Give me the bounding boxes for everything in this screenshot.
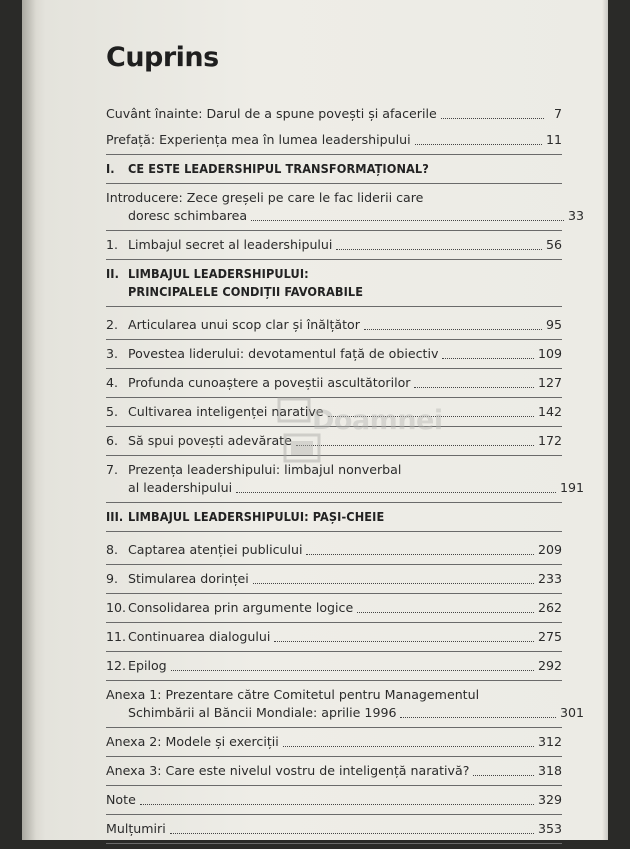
entry-text: Anexa 2: Modele și exerciții: [106, 734, 279, 749]
dot-leader: [442, 358, 534, 359]
entry-text: Cuvânt înainte: Darul de a spune povești și afacerile: [106, 106, 437, 121]
chapter-number: 7.: [106, 462, 119, 477]
divider: [106, 397, 562, 398]
toc-entry-acknowledgements: [106, 820, 562, 838]
entry-page: 275: [537, 629, 562, 644]
dot-leader: [336, 249, 542, 250]
dot-leader: [328, 416, 534, 417]
dot-leader: [357, 612, 534, 613]
entry-text: Continuarea dialogului: [128, 629, 271, 644]
toc-entry-preface: [106, 131, 562, 149]
toc-entry-chapter-10: [106, 599, 562, 617]
entry-text: Cultivarea inteligenței narative: [128, 404, 324, 419]
toc-entry-introduction: [106, 189, 584, 225]
entry-page: 109: [537, 346, 562, 361]
toc-entry-chapter-7: [106, 461, 584, 497]
entry-text: Stimularea dorinței: [128, 571, 249, 586]
dot-leader: [171, 670, 534, 671]
watermark-text: Doamnei: [312, 405, 443, 436]
toc-entry-chapter-6: [106, 432, 562, 450]
entry-text: Să spui povești adevărate: [128, 433, 292, 448]
section-number: III.: [106, 509, 124, 524]
toc-entry-chapter-11: [106, 628, 562, 646]
divider: [106, 727, 562, 728]
toc-entry-annex-2: [106, 733, 562, 751]
part2-chapter-list: [106, 316, 584, 497]
dot-leader: [306, 554, 533, 555]
entry-page: 33: [567, 208, 584, 223]
entry-text: Povestea liderului: devotamentul față de obiectiv: [128, 346, 439, 361]
chapter-number: 5.: [106, 404, 119, 419]
divider: [106, 531, 562, 532]
divider: [106, 306, 562, 307]
divider: [106, 455, 562, 456]
entry-text-line2: al leadershipului: [128, 480, 233, 495]
entry-page: 127: [537, 375, 562, 390]
entry-text: Consolidarea prin argumente logice: [128, 600, 354, 615]
toc-entry-chapter-8: [106, 541, 562, 559]
dot-leader: [253, 583, 534, 584]
section-title: CE ESTE LEADERSHIPUL TRANSFORMAȚIONAL?: [128, 161, 429, 176]
divider: [106, 651, 562, 652]
dot-leader: [251, 220, 564, 221]
divider: [106, 154, 562, 155]
book-page: [22, 0, 608, 840]
section-heading-part3: [106, 508, 562, 526]
entry-page: 353: [537, 821, 562, 836]
divider: [106, 756, 562, 757]
chapter-number: 11.: [106, 629, 127, 644]
chapter-number: 12.: [106, 658, 127, 673]
chapter-number: 3.: [106, 346, 119, 361]
section-title-line1: LIMBAJUL LEADERSHIPULUI:: [128, 266, 309, 281]
divider: [106, 843, 562, 844]
divider: [106, 593, 562, 594]
dot-leader: [296, 445, 534, 446]
chapter-number: 9.: [106, 571, 119, 586]
entry-text: Anexa 3: Care este nivelul vostru de inteligență narativă?: [106, 763, 470, 778]
entry-text: Captarea atenției publicului: [128, 542, 303, 557]
divider: [106, 259, 562, 260]
gutter-shadow: [22, 0, 36, 840]
entry-page: 11: [545, 132, 562, 147]
entry-text-line1: Anexa 1: Prezentare către Comitetul pentru Managementul: [106, 687, 480, 702]
entry-page: 318: [537, 763, 562, 778]
divider: [106, 183, 562, 184]
divider: [106, 426, 562, 427]
dot-leader: [140, 804, 534, 805]
dot-leader: [441, 118, 544, 119]
dot-leader: [364, 329, 542, 330]
divider: [106, 230, 562, 231]
chapter-number: 8.: [106, 542, 119, 557]
page-title: Cuprins: [106, 42, 219, 73]
entry-page: 262: [537, 600, 562, 615]
entry-text: Mulțumiri: [106, 821, 166, 836]
entry-page: 95: [545, 317, 562, 332]
entry-page: 209: [537, 542, 562, 557]
divider: [106, 368, 562, 369]
divider: [106, 339, 562, 340]
chapter-number: 10.: [106, 600, 127, 615]
chapter-number: 4.: [106, 375, 119, 390]
chapter-number: 1.: [106, 237, 119, 252]
chapter-number: 2.: [106, 317, 119, 332]
dot-leader: [283, 746, 534, 747]
entry-text: Limbajul secret al leadershipului: [128, 237, 333, 252]
entry-text-line1: Introducere: Zece greșeli pe care le fac liderii care: [106, 190, 424, 205]
entry-text: Profunda cunoaștere a poveștii ascultătorilor: [128, 375, 411, 390]
toc-entry-chapter-12: [106, 657, 562, 675]
entry-page: 142: [537, 404, 562, 419]
toc-entry-chapter-9: [106, 570, 562, 588]
divider: [106, 564, 562, 565]
toc-entry-foreword: [106, 105, 562, 123]
entry-text: Epilog: [128, 658, 167, 673]
entry-page: 191: [559, 480, 584, 495]
divider: [106, 502, 562, 503]
divider: [106, 680, 562, 681]
entry-page: 301: [559, 705, 584, 720]
divider: [106, 785, 562, 786]
toc-entry-annex-3: [106, 762, 562, 780]
entry-page: 233: [537, 571, 562, 586]
entry-text-line2: doresc schimbarea: [128, 208, 248, 223]
dot-leader: [170, 833, 534, 834]
entry-page: 56: [545, 237, 562, 252]
entry-page: 7: [553, 106, 562, 121]
section-heading-part2: [106, 265, 562, 301]
toc-entry-chapter-5: [106, 403, 562, 421]
dot-leader: [274, 641, 534, 642]
toc-entry-chapter-1: [106, 236, 562, 254]
section-title-line2: PRINCIPALELE CONDIȚII FAVORABILE: [128, 284, 364, 299]
dot-leader: [473, 775, 534, 776]
entry-page: 329: [537, 792, 562, 807]
page-edge: [602, 0, 608, 840]
toc-entry-notes: [106, 791, 562, 809]
dot-leader: [236, 492, 556, 493]
entry-text: Note: [106, 792, 136, 807]
toc-entry-annex-1: [106, 686, 584, 722]
toc-list: [106, 105, 584, 849]
entry-text: Prefață: Experiența mea în lumea leadershipului: [106, 132, 411, 147]
section-heading-part1: [106, 160, 562, 178]
toc-entry-chapter-4: [106, 374, 562, 392]
divider: [106, 814, 562, 815]
entry-text-line2: Schimbării al Băncii Mondiale: aprilie 1996: [128, 705, 397, 720]
entry-text-line1: Prezența leadershipului: limbajul nonverbal: [128, 462, 402, 477]
dot-leader: [414, 387, 533, 388]
section-title: LIMBAJUL LEADERSHIPULUI: PAȘI-CHEIE: [128, 509, 385, 524]
dot-leader: [415, 144, 542, 145]
entry-page: 312: [537, 734, 562, 749]
section-number: II.: [106, 266, 120, 281]
divider: [106, 622, 562, 623]
toc-entry-chapter-2: [106, 316, 562, 334]
entry-page: 292: [537, 658, 562, 673]
entry-page: 172: [537, 433, 562, 448]
toc-entry-chapter-3: [106, 345, 562, 363]
entry-text: Articularea unui scop clar și înălțător: [128, 317, 360, 332]
chapter-number: 6.: [106, 433, 119, 448]
section-number: I.: [106, 161, 115, 176]
dot-leader: [400, 717, 555, 718]
